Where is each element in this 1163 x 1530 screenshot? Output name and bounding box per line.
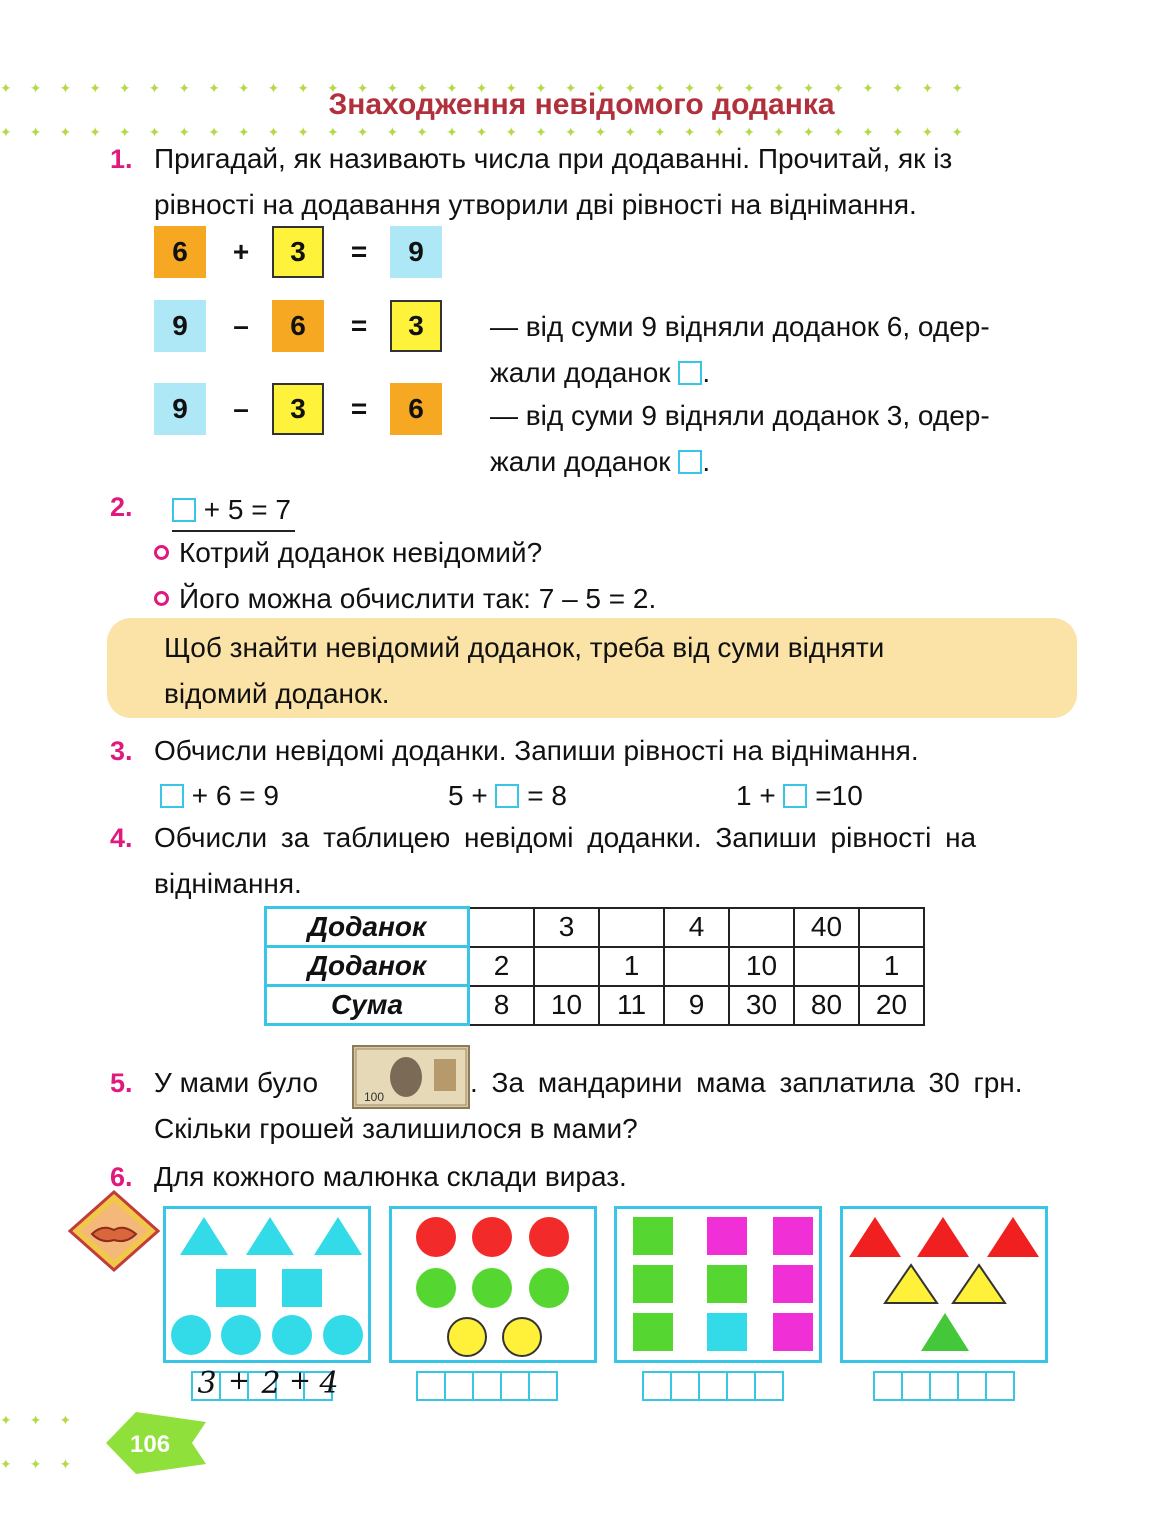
table-row (266, 908, 925, 947)
circle-shape (416, 1217, 456, 1257)
row-label: Доданок (266, 908, 469, 947)
task4-number: 4. (110, 823, 133, 853)
table-cell[interactable] (534, 947, 599, 986)
handwritten-answer (193, 1366, 343, 1402)
task2-equation: + 5 = 7 (172, 490, 295, 532)
table-cell: 11 (599, 986, 664, 1025)
task5-text-a: У мами було (154, 1067, 319, 1098)
triangle-shape (180, 1217, 228, 1255)
unknown-box[interactable] (160, 784, 184, 808)
banknote-icon (354, 1047, 468, 1107)
picture-2 (389, 1206, 597, 1363)
table-cell[interactable] (729, 908, 794, 947)
eq3-sum: 9 (154, 383, 206, 435)
table-cell[interactable] (859, 908, 924, 947)
table-cell: 10 (729, 947, 794, 986)
table-cell: 10 (534, 986, 599, 1025)
table-cell: 1 (859, 947, 924, 986)
decor-dots-top-2: ✦✦✦✦✦✦✦✦✦✦✦✦✦✦✦✦✦✦✦✦✦✦✦✦✦✦✦✦✦✦✦✦✦ (0, 124, 982, 140)
table-cell[interactable] (664, 947, 729, 986)
eq3-result: 6 (390, 383, 442, 435)
task2-question1: Котрий доданок невідомий? (154, 530, 542, 576)
square-shape (773, 1217, 813, 1255)
task1-text-line1: Пригадай, як називають числа при додаванні. Прочитай, як із (154, 143, 953, 174)
eq2-note-line2: жали доданок . (490, 357, 711, 388)
triangle-shape (921, 1313, 969, 1351)
square-shape (707, 1313, 747, 1351)
decor-dots-bottom-2: ✦✦✦ (0, 1456, 90, 1472)
eq1-sum: 9 (390, 226, 442, 278)
rule-line1: Щоб знайти невідомий доданок, треба від суми відняти (164, 632, 885, 663)
banknote-image (352, 1045, 470, 1109)
answer-digit: 2 (261, 1366, 281, 1401)
task5-text-line2: Скільки грошей залишилося в мами? (154, 1113, 638, 1144)
page-title: Знаходження невідомого доданка (328, 88, 835, 121)
table-cell: 30 (729, 986, 794, 1025)
table-cell: 40 (794, 908, 859, 947)
eq3-equals: = (350, 393, 368, 424)
answer-op: + (289, 1366, 311, 1396)
task2-number: 2. (110, 492, 133, 522)
eq1-equals: = (350, 236, 368, 267)
task3-text: Обчисли невідомі доданки. Запиши рівності на віднімання. (154, 735, 919, 766)
answer-cells-4[interactable] (875, 1371, 1015, 1401)
triangle-shape (849, 1217, 901, 1257)
decor-dots-bottom: ✦✦✦ (0, 1412, 90, 1428)
circle-shape (272, 1315, 312, 1355)
answer-op: + (228, 1366, 250, 1396)
unknown-box[interactable] (783, 784, 807, 808)
answer-cells-2[interactable] (418, 1371, 558, 1401)
table-cell: 80 (794, 986, 859, 1025)
task1-text-line2: рівності на додавання утворили дві рівності на віднімання. (154, 189, 917, 220)
unknown-box[interactable] (172, 498, 196, 522)
square-shape (633, 1313, 673, 1351)
table-cell[interactable] (794, 947, 859, 986)
task2-question2: Його можна обчислити так: 7 – 5 = 2. (154, 576, 656, 622)
addend-table (264, 906, 925, 1026)
row-label: Доданок (266, 947, 469, 986)
page-number-badge (96, 1408, 212, 1478)
bullet-icon (154, 545, 169, 560)
circle-shape (416, 1268, 456, 1308)
table-cell: 2 (469, 947, 535, 986)
picture-4 (840, 1206, 1048, 1363)
eq3-note-line2: жали доданок . (490, 446, 711, 477)
square-shape (773, 1265, 813, 1303)
eq2-equals: = (350, 310, 368, 341)
circle-shape (448, 1318, 486, 1356)
circle-shape (529, 1268, 569, 1308)
task3-number: 3. (110, 736, 133, 766)
triangle-shape (953, 1265, 1005, 1303)
eq2-minus: – (233, 310, 249, 341)
eq3-note-line1: — від суми 9 відняли доданок 3, одер- (490, 400, 990, 431)
task3-eq1: + 6 = 9 (160, 773, 279, 819)
answer-digit: 4 (319, 1366, 339, 1401)
eq2-result: 3 (390, 300, 442, 352)
circle-shape (503, 1318, 541, 1356)
triangle-shape (885, 1265, 937, 1303)
task3-eq2: 5 + = 8 (448, 780, 567, 811)
circle-shape (472, 1217, 512, 1257)
table-cell[interactable] (469, 908, 535, 947)
table-row (266, 947, 925, 986)
table-cell[interactable] (599, 908, 664, 947)
square-shape (282, 1269, 322, 1307)
decor-dots-top: ✦✦✦✦✦✦✦✦✦✦✦✦✦✦✦✦✦✦✦✦✦✦✦✦✦✦✦✦✦✦✦✦✦ (0, 80, 982, 96)
answer-box[interactable] (678, 450, 702, 474)
table-cell: 1 (599, 947, 664, 986)
eq1-addend2: 3 (272, 226, 324, 278)
task5-number: 5. (110, 1068, 133, 1098)
eq1-plus: + (232, 236, 250, 267)
task6-number: 6. (110, 1162, 133, 1192)
task3-eq3: 1 + =10 (736, 780, 863, 811)
answer-box[interactable] (678, 361, 702, 385)
rule-line2: відомий доданок. (164, 678, 390, 709)
task5-text-b: . За мандарини мама заплатила 30 грн. (470, 1067, 1023, 1098)
square-shape (216, 1269, 256, 1307)
banknote-value: 100 (364, 1090, 385, 1104)
eq3-addend: 3 (272, 383, 324, 435)
eq2-addend: 6 (272, 300, 324, 352)
task4-text-line1: Обчисли за таблицею невідомі доданки. Запиши рівності на (154, 822, 977, 853)
task4-text-line2: віднімання. (154, 868, 302, 899)
picture-1 (163, 1206, 371, 1363)
answer-digit: 3 (197, 1366, 217, 1401)
triangle-shape (987, 1217, 1039, 1257)
eq2-note-line1: — від суми 9 відняли доданок 6, одер- (490, 311, 990, 342)
square-shape (707, 1265, 747, 1303)
circle-shape (529, 1217, 569, 1257)
circle-shape (323, 1315, 363, 1355)
answer-cells-3[interactable] (644, 1371, 784, 1401)
table-cell: 20 (859, 986, 924, 1025)
table-cell: 8 (469, 986, 535, 1025)
table-cell: 3 (534, 908, 599, 947)
bullet-icon (154, 591, 169, 606)
triangle-shape (246, 1217, 294, 1255)
unknown-box[interactable] (495, 784, 519, 808)
eq3-minus: – (233, 393, 249, 424)
table-cell: 4 (664, 908, 729, 947)
table-cell: 9 (664, 986, 729, 1025)
task6-text: Для кожного малюнка склади вираз. (154, 1161, 627, 1192)
task1-number: 1. (110, 144, 133, 174)
square-shape (773, 1313, 813, 1351)
circle-shape (171, 1315, 211, 1355)
page-number: 106 (130, 1431, 171, 1458)
picture-3 (614, 1206, 822, 1363)
circle-shape (221, 1315, 261, 1355)
row-label: Сума (266, 986, 469, 1025)
square-shape (633, 1265, 673, 1303)
square-shape (633, 1217, 673, 1255)
triangle-shape (917, 1217, 969, 1257)
eq1-addend1: 6 (154, 226, 206, 278)
circle-shape (472, 1268, 512, 1308)
table-row (266, 986, 925, 1025)
handshake-icon (68, 1190, 160, 1272)
square-shape (707, 1217, 747, 1255)
triangle-shape (314, 1217, 362, 1255)
eq2-sum: 9 (154, 300, 206, 352)
